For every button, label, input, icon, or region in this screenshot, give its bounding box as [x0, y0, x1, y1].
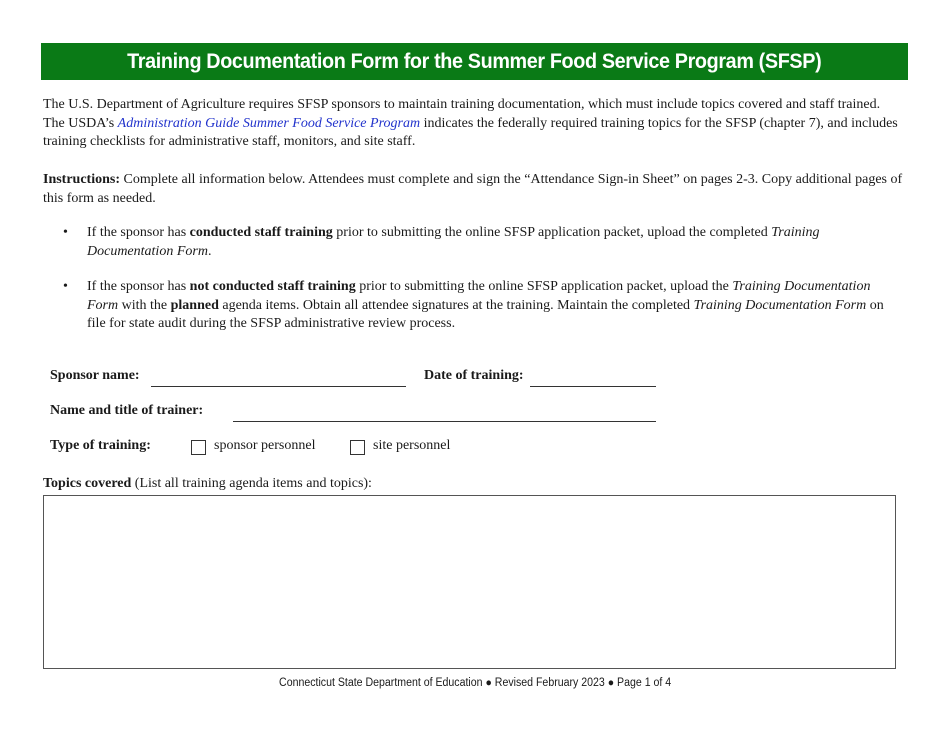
sponsor-personnel-checkbox[interactable] [191, 440, 206, 455]
bullet-glyph: • [63, 225, 68, 240]
topics-covered-label: Topics covered (List all training agenda items and topics): [43, 476, 372, 491]
instructions-text: Complete all information below. Attendees must complete and sign the “Attendance Sign-in Sheet” on pages 2-3. Copy additional pages of this form as needed. [43, 172, 903, 206]
instructions-label: Instructions: [43, 172, 121, 187]
sponsor-name-label: Sponsor name: [50, 368, 140, 383]
trainer-field[interactable] [233, 421, 656, 422]
site-personnel-label: site personnel [373, 438, 451, 453]
site-personnel-checkbox[interactable] [350, 440, 365, 455]
bullet-glyph: • [63, 279, 68, 294]
trainer-label: Name and title of trainer: [50, 403, 204, 418]
footer-text: Connecticut State Department of Education ● Revised February 2023 ● Page 1 of 4 [278, 677, 672, 689]
bullet-text: If the sponsor has not conducted staff training prior to submitting the online SFSP application packet, upload the Training Documentation Form with the planned agenda items. Obtain all attendee signatures at the training. Maintain the completed Training Documentation Form on file for state audit during the SFSP administrative review process. [87, 279, 884, 331]
sponsor-personnel-label: sponsor personnel [214, 438, 316, 453]
instructions-paragraph [43, 171, 905, 208]
page-footer [0, 677, 950, 689]
form-title: Training Documentation Form for the Summer Food Service Program (SFSP) [127, 49, 822, 73]
intro-text-1: The U.S. Department of Agriculture requires SFSP sponsors to maintain training documentation, which must include topics covered and staff trained. The USDA’s [43, 97, 881, 131]
admin-guide-link[interactable]: Administration Guide Summer Food Service Program [117, 115, 421, 131]
bullet-text: If the sponsor has conducted staff training prior to submitting the online SFSP application packet, upload the completed Training Documentation Form. [87, 225, 820, 259]
intro-paragraph [43, 96, 905, 152]
form-title-bar [41, 43, 908, 80]
intro-text-2: indicates the federally required training topics for the SFSP (chapter 7), and includes training checklists for administrative staff, monitors, and site staff. [43, 115, 898, 149]
date-of-training-field[interactable] [530, 386, 656, 387]
type-of-training-label: Type of training: [50, 438, 151, 453]
topics-covered-textarea[interactable] [43, 495, 896, 669]
sponsor-name-field[interactable] [151, 386, 406, 387]
date-of-training-label: Date of training: [424, 368, 524, 383]
